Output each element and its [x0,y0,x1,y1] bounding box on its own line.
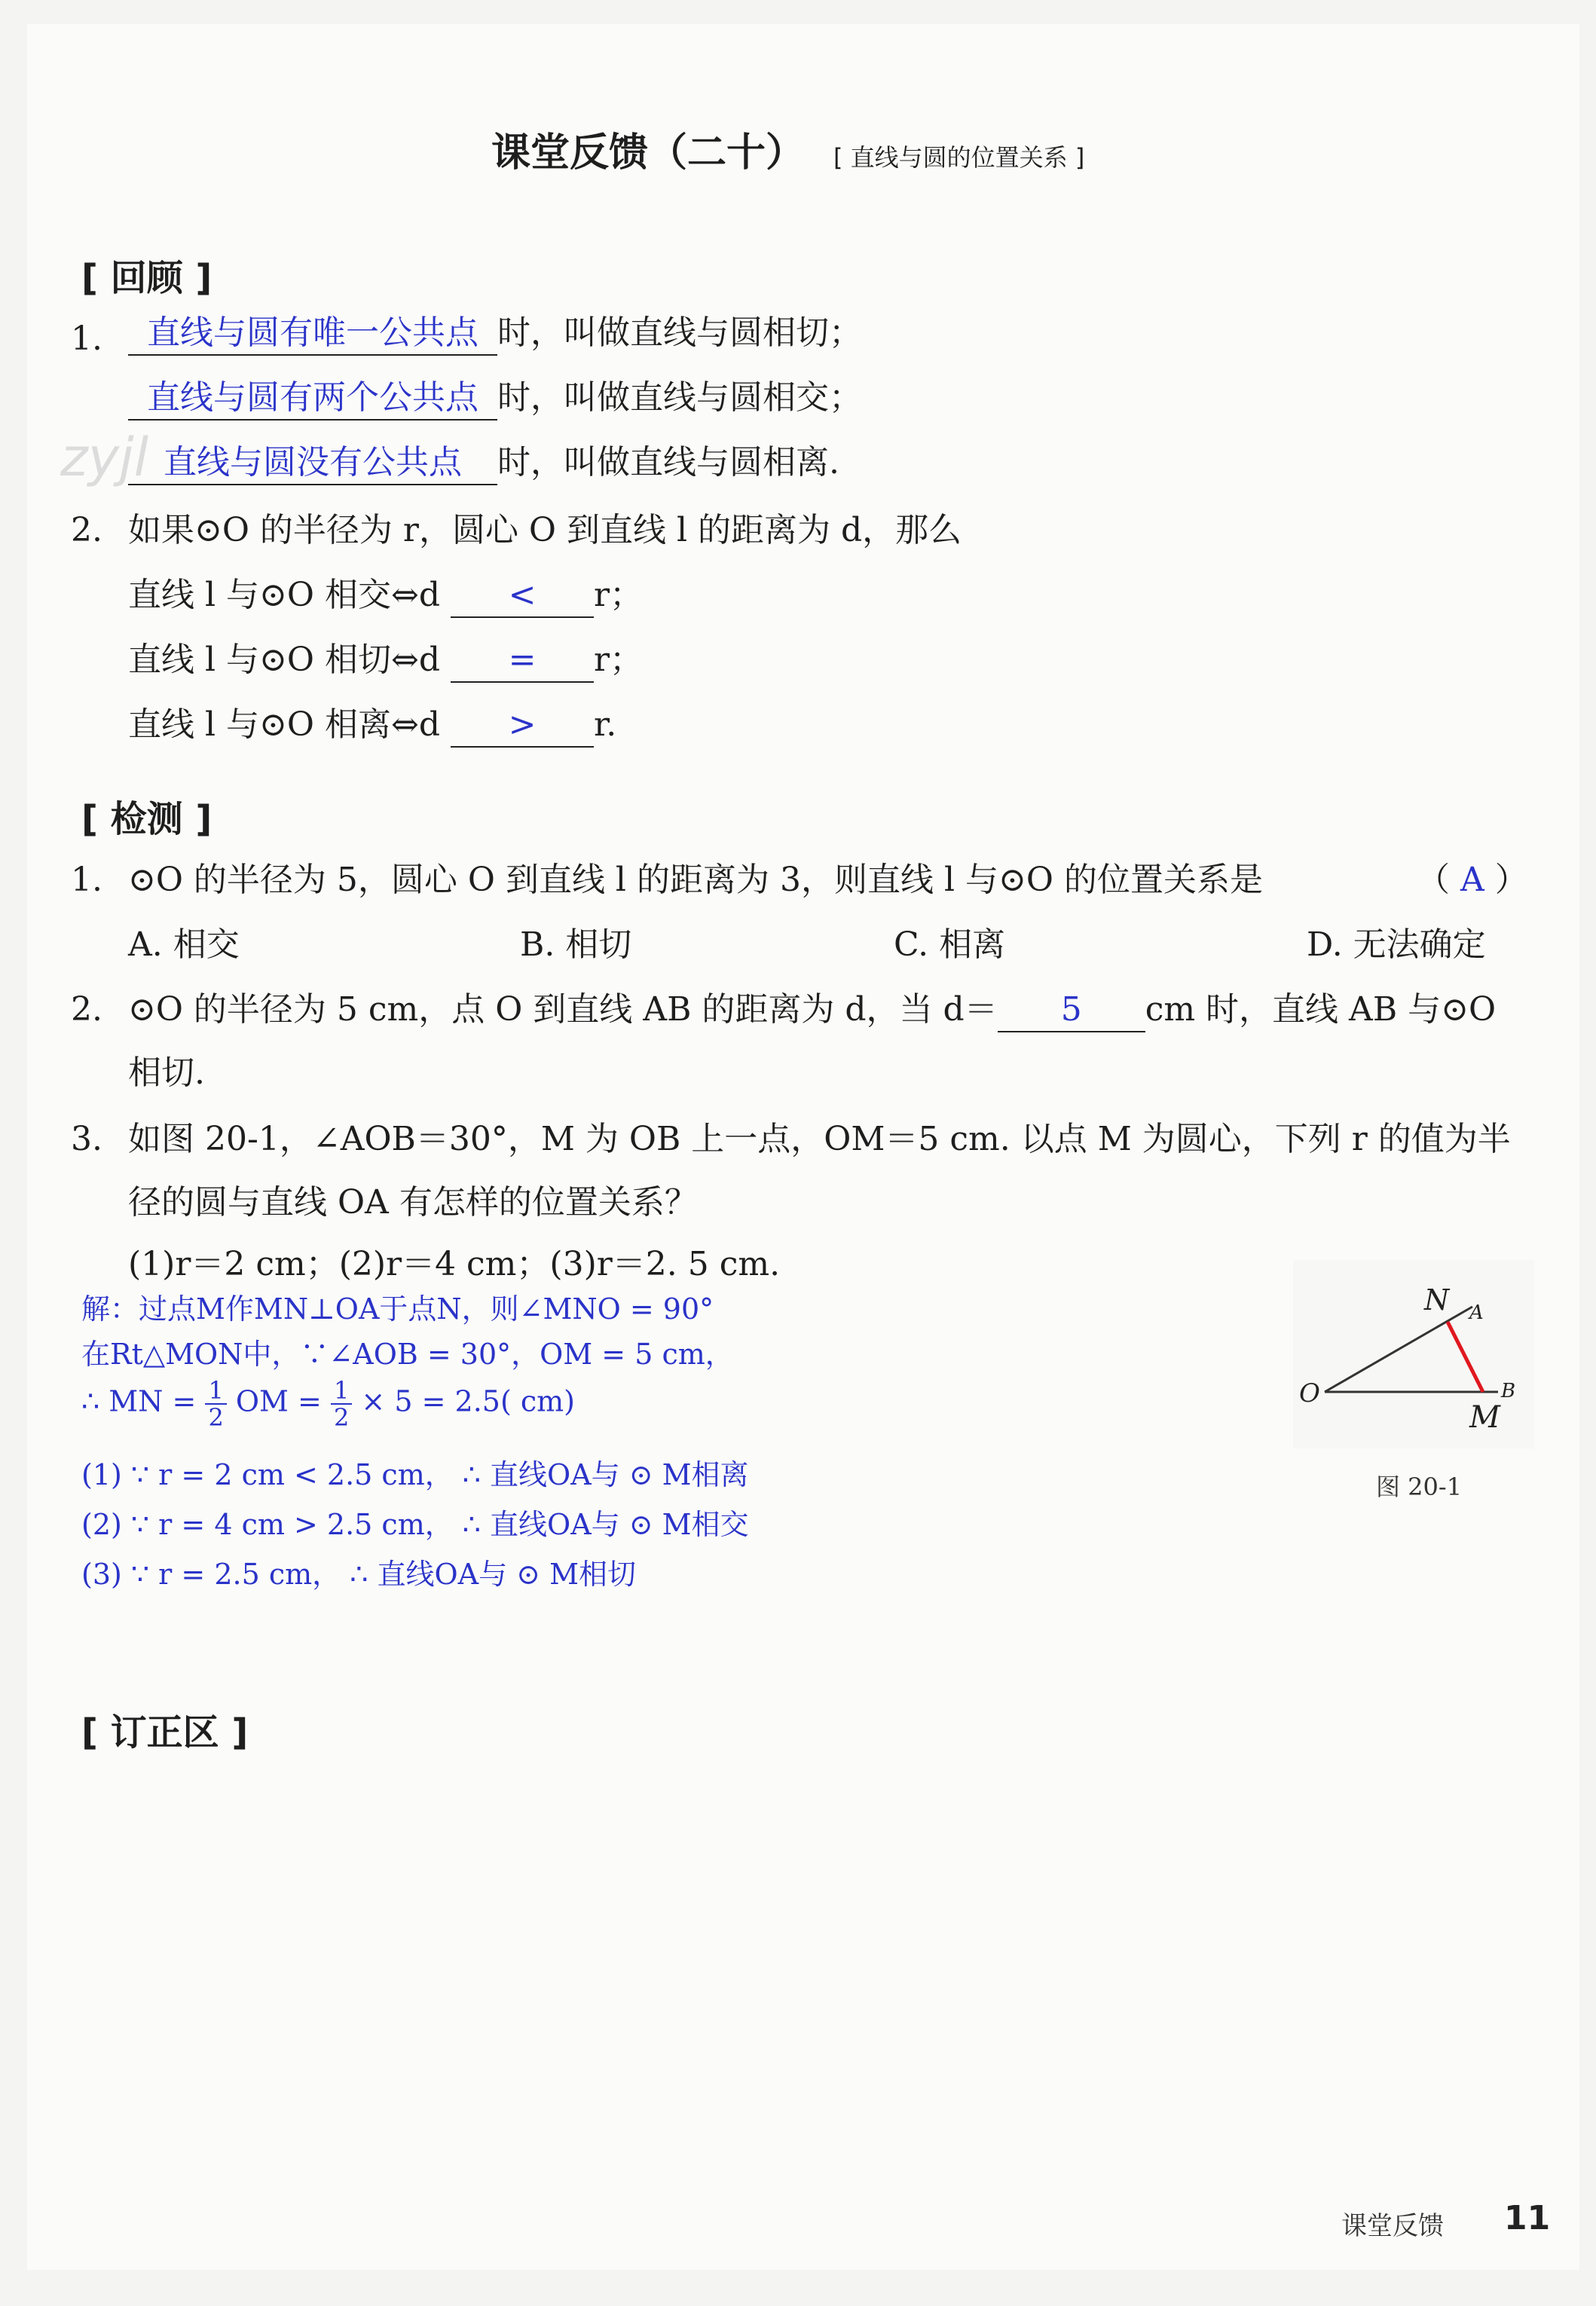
answer-blank: 5 [998,989,1145,1032]
ray-oa [1325,1307,1472,1392]
test-q2-number: 2. [71,990,102,1029]
review-q2-row-1 [128,574,643,618]
answer-blank: 直线与圆有两个公共点 [128,377,497,421]
condition-text: 直线 l 与⊙O 相交⇔d [128,576,441,614]
test-q1-number: 1. [71,861,102,899]
condition-end: r； [594,641,644,679]
watermark: zyjl [60,427,149,488]
question-text: ⊙O 的半径为 5 cm，点 O 到直线 AB 的距离为 d，当 d＝ [128,990,998,1029]
fraction [205,1378,226,1430]
test-q3-line-3: (1)r＝2 cm；(2)r＝4 cm；(3)r＝2. 5 cm. [128,1245,781,1283]
figure-20-1 [1293,1260,1534,1448]
question-text-end: cm 时，直线 AB 与⊙O [1145,990,1497,1029]
test-q1-answer-paren [1417,859,1528,901]
condition-text: 直线 l 与⊙O 相离⇔d [128,705,441,744]
solution-text: ∴ MN = [81,1384,197,1418]
review-q2-row-2 [128,639,643,683]
paren-open: （ [1417,861,1450,899]
footer-label: 课堂反馈 [1341,2211,1444,2241]
solution-line-4: (1) ∵ r = 2 cm < 2.5 cm， ∴ 直线OA与 ⊙ M相离 [81,1458,749,1491]
review-q1-number: 1. [71,320,102,358]
fraction-numerator: 1 [331,1378,352,1405]
review-heading: [ 回顾 ] [81,257,212,299]
solution-text: OM = [235,1384,322,1418]
review-q2-number: 2. [71,511,102,549]
page-subtitle: [ 直线与圆的位置关系 ] [833,143,1085,172]
condition-end: r； [594,576,644,614]
page-number: 11 [1504,2199,1551,2237]
test-q1-text: ⊙O 的半径为 5，圆心 O 到直线 l 的距离为 3，则直线 l 与⊙O 的位置关系是 [128,861,1263,899]
condition-end: r. [594,705,617,744]
option-b: B. 相切 [520,925,632,964]
answer-blank: = [451,639,594,683]
fraction-numerator: 1 [205,1378,226,1405]
test-q3-line-1: 如图 20-1，∠AOB＝30°，M 为 OB 上一点，OM＝5 cm. 以点 M 为圆心，下列 r 的值为半 [128,1120,1511,1158]
test-q2-line-2: 相切. [128,1054,205,1092]
option-c: C. 相离 [894,925,1006,964]
solution-line-2: 在Rt△MON中，∵∠AOB = 30°，OM = 5 cm， [81,1338,734,1371]
review-q2-row-3 [128,704,616,748]
fraction [331,1378,352,1430]
statement-text: 时，叫做直线与圆相切； [497,313,862,352]
condition-text: 直线 l 与⊙O 相切⇔d [128,641,441,679]
statement-text: 时，叫做直线与圆相离. [497,443,839,482]
review-q1-row-2 [128,377,862,421]
test-heading: [ 检测 ] [81,798,212,840]
answer-blank: < [451,574,594,618]
solution-line-3 [81,1378,575,1430]
figure-caption: 图 20-1 [1376,1473,1463,1501]
angle-diagram [1293,1260,1534,1448]
review-q1-row-3 [128,442,839,485]
statement-text: 时，叫做直线与圆相交； [497,378,862,417]
segment-mn [1448,1322,1483,1392]
paren-close: ） [1494,861,1528,899]
fraction-denominator: 2 [208,1403,224,1432]
test-q3-number: 3. [71,1120,102,1158]
solution-text: × 5 = 2.5( cm) [361,1384,575,1418]
solution-line-1: 解：过点M作MN⊥OA于点N，则∠MNO = 90° [81,1292,714,1326]
fraction-denominator: 2 [333,1403,350,1432]
label-n: N [1424,1283,1450,1317]
option-d: D. 无法确定 [1307,925,1486,964]
answer-blank: 直线与圆有唯一公共点 [128,312,497,356]
answer-blank: > [451,704,594,748]
label-a: A [1469,1301,1484,1324]
page-title: 课堂反馈（二十） [491,130,806,176]
answer-choice: A [1460,861,1484,899]
test-q2-line-1 [128,989,1496,1032]
solution-line-6: (3) ∵ r = 2.5 cm， ∴ 直线OA与 ⊙ M相切 [81,1558,636,1591]
label-b: B [1501,1380,1516,1402]
test-q3-line-2: 径的圆与直线 OA 有怎样的位置关系？ [128,1183,698,1222]
answer-blank: 直线与圆没有公共点 [128,442,497,485]
correction-heading: [ 订正区 ] [81,1711,249,1754]
label-o: O [1299,1378,1320,1408]
solution-line-5: (2) ∵ r = 4 cm > 2.5 cm， ∴ 直线OA与 ⊙ M相交 [81,1508,749,1541]
option-a: A. 相交 [128,925,240,964]
review-q1-row-1 [128,312,862,356]
review-q2-intro: 如果⊙O 的半径为 r，圆心 O 到直线 l 的距离为 d，那么 [128,511,962,549]
label-m: M [1469,1400,1500,1435]
